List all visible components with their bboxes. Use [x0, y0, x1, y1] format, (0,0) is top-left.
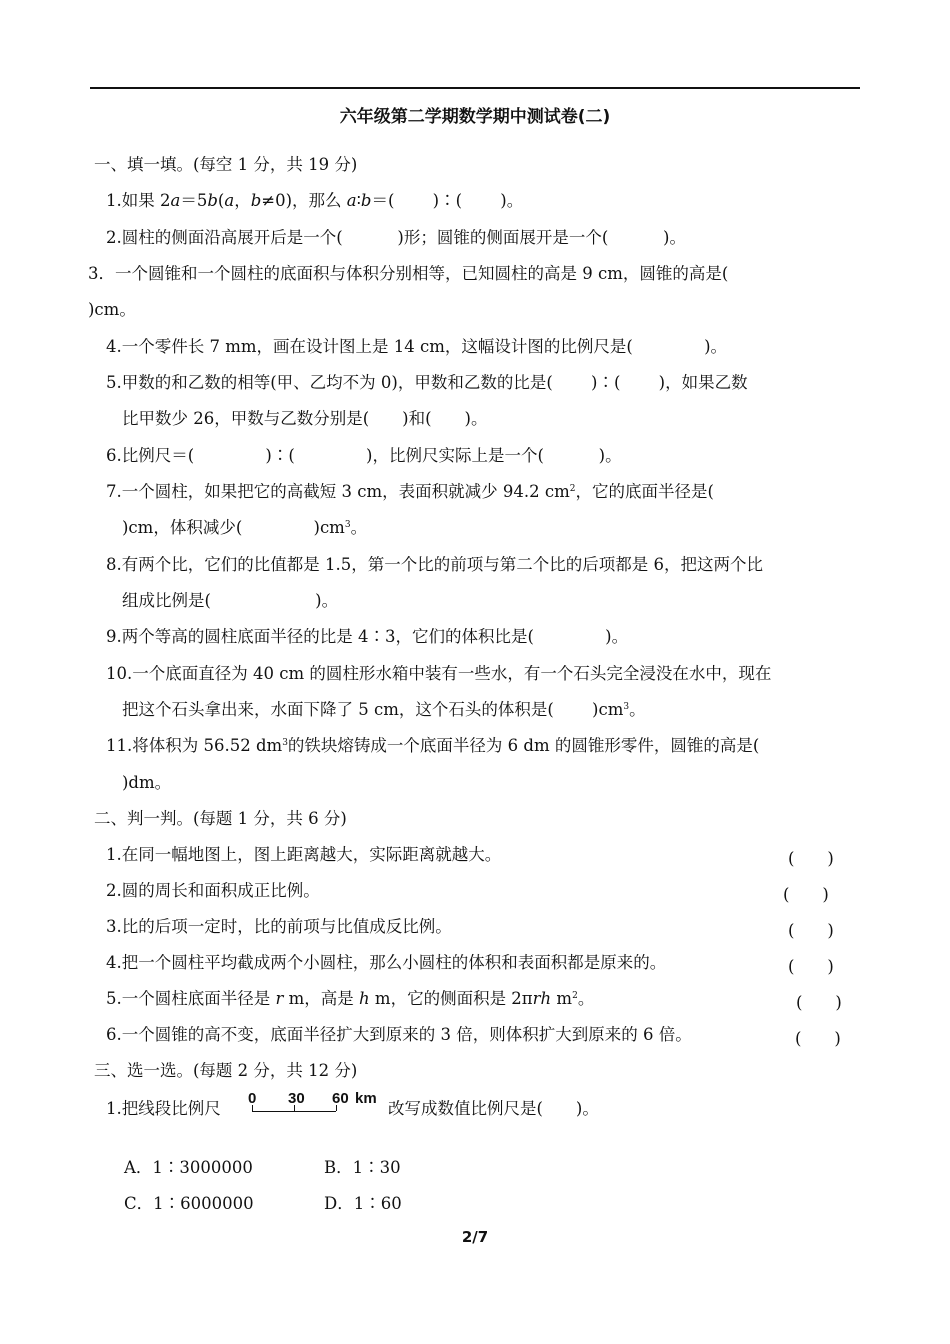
question-1-9: 9.两个等高的圆柱底面半径的比是 4∶3，它们的体积比是( )。	[106, 627, 629, 646]
scale-line	[252, 1111, 336, 1112]
question-1-7-line2: )cm，体积减少( )$cm^3$。	[122, 518, 368, 537]
question-1-8-line1: 8.有两个比，它们的比值都是 1.5，第一个比的前项与第二个比的后项都是 6，把这两个比	[106, 555, 763, 574]
question-1-11-line2: )dm。	[122, 773, 172, 792]
question-1-8-line2: 组成比例是( )。	[122, 591, 339, 610]
question-1-10-line1: 10.一个底面直径为 40 cm 的圆柱形水箱中装有一些水，有一个石头完全浸没在水中，现在	[106, 664, 772, 683]
judge-answer-blank-2: ( )	[783, 885, 829, 904]
choice-question-1-rest: 改写成数值比例尺是( )。	[388, 1099, 599, 1118]
judge-answer-blank-1: ( )	[788, 849, 834, 868]
scale-label-0: 0	[248, 1090, 257, 1107]
option-d: D．1∶60	[324, 1194, 402, 1213]
scale-tick-30	[294, 1105, 295, 1111]
judge-answer-blank-4: ( )	[788, 957, 834, 976]
scale-label-30: 30	[288, 1090, 305, 1107]
question-1-3-line1: 3．一个圆锥和一个圆柱的底面积与体积分别相等，已知圆柱的高是 9 cm，圆锥的高是(	[88, 264, 729, 283]
section-1-heading: 一、填一填。(每空 1 分，共 19 分)	[94, 155, 358, 174]
top-rule	[90, 87, 860, 89]
judge-answer-blank-3: ( )	[788, 921, 834, 940]
judge-question-3: 3.比的后项一定时，比的前项与比值成反比例。	[106, 917, 452, 936]
scale-label-60: 60	[332, 1090, 349, 1107]
question-1-1: 1.如果 2a＝5b(a，b≠0)，那么 a∶b＝( )∶( )。	[106, 191, 524, 210]
question-1-3-line2: )cm。	[88, 300, 136, 319]
option-c: C．1∶6000000	[124, 1194, 254, 1213]
scale-tick-60	[336, 1105, 337, 1111]
choice-question-1: 1.把线段比例尺	[106, 1099, 221, 1118]
question-1-6: 6.比例尺＝( )∶( )，比例尺实际上是一个( )。	[106, 446, 622, 465]
page-title: 六年级第二学期数学期中测试卷(二)	[339, 107, 611, 127]
judge-question-6: 6.一个圆锥的高不变，底面半径扩大到原来的 3 倍，则体积扩大到原来的 6 倍。	[106, 1025, 692, 1044]
judge-question-5: 5.一个圆柱底面半径是 r m，高是 h m，它的侧面积是 2πrh $m^2$。	[106, 989, 595, 1008]
question-1-7-line1: 7.一个圆柱，如果把它的高截短 3 cm，表面积就减少 94.2 $cm^2$，它的底面半径是(	[106, 482, 714, 501]
question-1-10-line2: 把这个石头拿出来，水面下降了 5 cm，这个石头的体积是( )$cm^3$。	[122, 700, 646, 719]
judge-answer-blank-5: ( )	[796, 993, 842, 1012]
option-b: B．1∶30	[324, 1158, 401, 1177]
question-1-4: 4.一个零件长 7 mm，画在设计图上是 14 cm，这幅设计图的比例尺是( )。	[106, 337, 728, 356]
question-1-5-line2: 比甲数少 26，甲数与乙数分别是( )和( )。	[122, 409, 488, 428]
question-1-5-line1: 5.甲数的和乙数的相等(甲、乙均不为 0)，甲数和乙数的比是( )∶( )，如果乙数	[106, 373, 748, 392]
judge-question-4: 4.把一个圆柱平均截成两个小圆柱，那么小圆柱的体积和表面积都是原来的。	[106, 953, 667, 972]
scale-tick-0	[252, 1105, 253, 1111]
judge-question-1: 1.在同一幅地图上，图上距离越大，实际距离就越大。	[106, 845, 502, 864]
judge-answer-blank-6: ( )	[795, 1029, 841, 1048]
section-3-heading: 三、选一选。(每题 2 分，共 12 分)	[94, 1061, 358, 1080]
line-scale-bar	[244, 1090, 384, 1118]
scale-unit: km	[355, 1090, 377, 1107]
question-1-2: 2.圆柱的侧面沿高展开后是一个( )形；圆锥的侧面展开是一个( )。	[106, 228, 686, 247]
judge-question-2: 2.圆的周长和面积成正比例。	[106, 881, 320, 900]
page-number: 2/7	[461, 1228, 489, 1246]
option-a: A．1∶3000000	[124, 1158, 253, 1177]
question-1-11-line1: 11.将体积为 56.52 $dm^3$的铁块熔铸成一个底面半径为 6 dm 的圆锥形零件，圆锥的高是(	[106, 736, 760, 755]
section-2-heading: 二、判一判。(每题 1 分，共 6 分)	[94, 809, 347, 828]
